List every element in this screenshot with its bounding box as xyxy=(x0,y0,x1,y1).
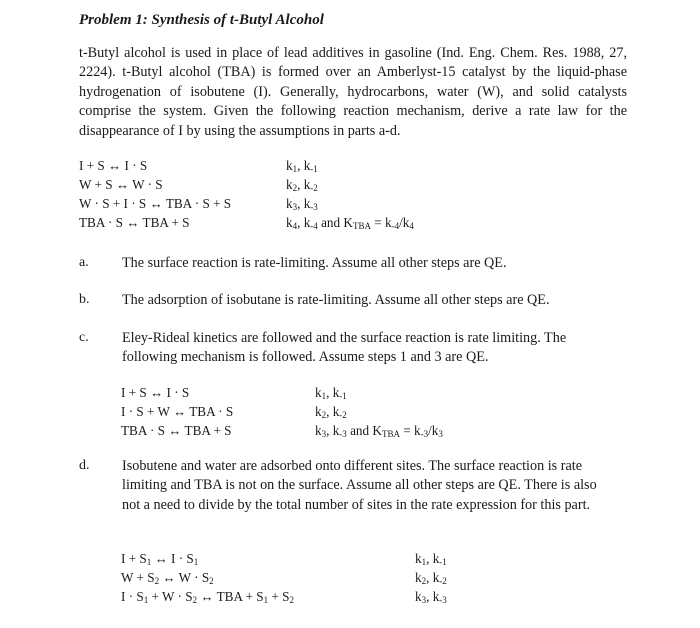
rate-constants: $k_4$, $k_{-4}$ and $K_{TBA} = k_{-4}/k_4$ xyxy=(286,215,414,231)
part-d-label: d. xyxy=(79,458,90,473)
reaction: I + S ↔ I · S xyxy=(121,385,190,400)
reaction: W + S ↔ W · S xyxy=(79,177,163,192)
rate-constants: $k_1$, $k_{-1}$ xyxy=(415,551,447,567)
rate-constants: $k_3$, $k_{-3}$ xyxy=(286,196,318,212)
part-b-text: The adsorption of isobutane is rate-limiting. Assume all other steps are QE. xyxy=(122,292,550,308)
rate-constants: $k_3$, $k_{-3}$ and $K_{TBA} = k_{-3}/k_3$ xyxy=(315,423,443,439)
part-c-text: Eley-Rideal kinetics are followed and the surface reaction is rate limiting. The following mechanism is followed. Assume steps 1 and 3 are QE. xyxy=(122,330,567,366)
part-b-label: b. xyxy=(79,292,90,307)
rate-constants: $k_1$, $k_{-1}$ xyxy=(286,158,318,174)
reaction: W · S + I · S ↔ TBA · S + S xyxy=(79,196,232,211)
reaction: I · S + W ↔ TBA · S xyxy=(121,404,234,419)
rate-constants: $k_2$, $k_{-2}$ xyxy=(415,570,447,586)
reaction: $W + S_2$ ↔ $W \cdot S_2$ xyxy=(121,570,214,586)
rate-constants: $k_3$, $k_{-3}$ xyxy=(415,589,447,605)
reaction: I + S ↔ I · S xyxy=(79,158,148,173)
rate-constants: $k_2$, $k_{-2}$ xyxy=(286,177,318,193)
reaction: $I + S_1$ ↔ $I \cdot S_1$ xyxy=(121,551,199,567)
part-a-label: a. xyxy=(79,255,89,270)
part-d-text: Isobutene and water are adsorbed onto different sites. The surface reaction is rate limiting and TBA is not on the surface. Assume all other steps are QE. There is also not a need to divide by the total number of sites in the rate expression for this part. xyxy=(122,458,597,513)
reaction: $I \cdot S_1 + W \cdot S_2$ ↔ TBA + $S_1 + S_2$ xyxy=(121,589,294,605)
rate-constants: $k_2$, $k_{-2}$ xyxy=(315,404,347,420)
problem-title: Problem 1: Synthesis of t-Butyl Alcohol xyxy=(79,12,324,28)
part-c-label: c. xyxy=(79,330,89,345)
reaction: TBA · S ↔ TBA + S xyxy=(79,215,190,230)
part-a-text: The surface reaction is rate-limiting. Assume all other steps are QE. xyxy=(122,255,507,271)
rate-constants: $k_1$, $k_{-1}$ xyxy=(315,385,347,401)
problem-intro: t-Butyl alcohol is used in place of lead additives in gasoline (Ind. Eng. Chem. Res. 1988, 27, 2224). t-Butyl alcohol (TBA) is formed over an Amberlyst-15 catalyst by the liquid-phase hydrogenation of isobutene (I). Generally, hydrocarbons, water (W), and solid catalysts comprise the system. Given the following reaction mechanism, derive a rate law for the disappearance of I by using the assumptions in parts a-d. xyxy=(79,45,627,139)
reaction: TBA · S ↔ TBA + S xyxy=(121,423,232,438)
